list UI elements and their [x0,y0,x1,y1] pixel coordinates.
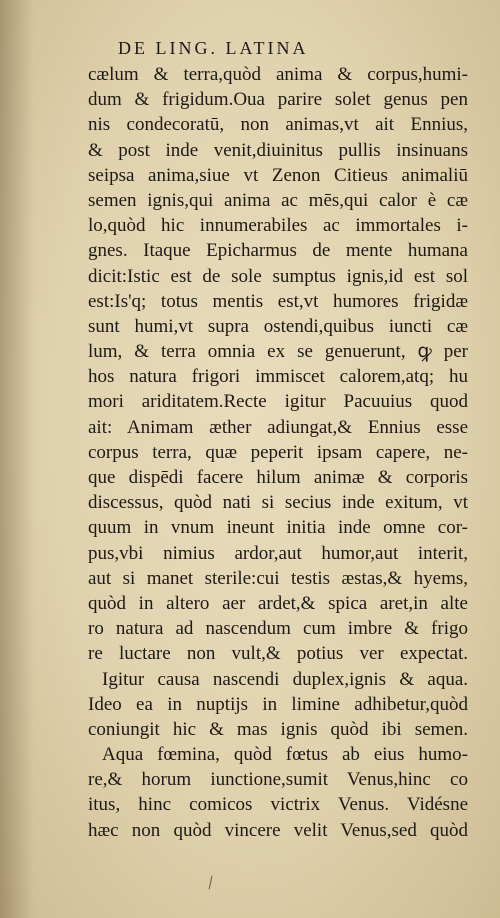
text-line: ait: Animam æther adiungat,& Ennius esse [88,416,468,438]
text-line: quum in vnum ineunt initia inde omne cor- [88,517,468,539]
text-line: cælum & terra,quòd anima & corpus,humi- [88,64,468,85]
text-line: est:Is'q; totus mentis est,vt humores frigidæ [88,290,468,312]
text-line: seipsa anima,siue vt Zenon Citieus animaliū [88,164,468,186]
text-line: corpus terra, quæ peperit ipsam capere, ne- [88,441,468,463]
text-line: & post inde venit,diuinitus pullis insinuans [88,139,468,161]
text-line: hos natura frigori immiscet calorem,atq; hu [88,366,468,388]
text-line: Ideo ea in nuptijs in limine adhibetur,quòd [88,693,468,715]
text-line: quòd in altero aer ardet,& spica aret,in alte [88,592,468,614]
text-line: dicit:Istic est de sole sumptus ignis,id est sol [88,265,468,287]
text-line: Aqua fœmina, quòd fœtus ab eius humo- [102,744,468,766]
bottom-mark [209,876,217,891]
text-line: hæc non quòd vincere velit Venus,sed quòd [88,819,468,841]
text-line: que dispēdi facere hilum animæ & corporis [88,467,468,488]
binding-gutter-shadow [0,0,34,918]
text-line: aut si manet sterile:cui testis æstas,& hyems, [88,567,468,589]
text-line: discessus, quòd nati si secius inde exitum, vt [88,492,468,514]
text-line: pus,vbi nimius ardor,aut humor,aut interit, [88,542,468,564]
text-line: re,& horum iunctione,sumit Venus,hinc co [88,769,468,791]
text-line: dum & frigidum.Oua parire solet genus pen [88,89,468,111]
text-line: sunt humi,vt supra ostendi,quibus iuncti cæ [88,315,468,337]
body-text [88,62,468,843]
running-head: DE LING. LATINA [118,38,309,58]
text-line: Igitur causa nascendi duplex,ignis & aqua. [102,668,468,690]
text-line: semen ignis,qui anima ac mēs,qui calor è cæ [88,189,468,211]
text-line: coniungit hic & mas ignis quòd ibi semen. [88,718,468,740]
text-line: lo,quòd hic innumerabiles ac immortales i- [88,215,468,237]
text-line: mori ariditatem.Recte igitur Pacuuius quod [88,391,468,413]
text-line: lum, & terra omnia ex se genuerunt, ꝙ per [88,341,468,363]
text-line: nis condecoratū, non animas,vt ait Ennius, [88,114,468,136]
text-line: re luctare non vult,& potius ver expectat. [88,643,468,665]
text-line: gnes. Itaque Epicharmus de mente humana [88,240,468,262]
text-line: ro natura ad nascendum cum imbre & frigo [88,618,468,640]
text-line: itus, hinc comicos victrix Venus. Vidésne [88,794,468,816]
